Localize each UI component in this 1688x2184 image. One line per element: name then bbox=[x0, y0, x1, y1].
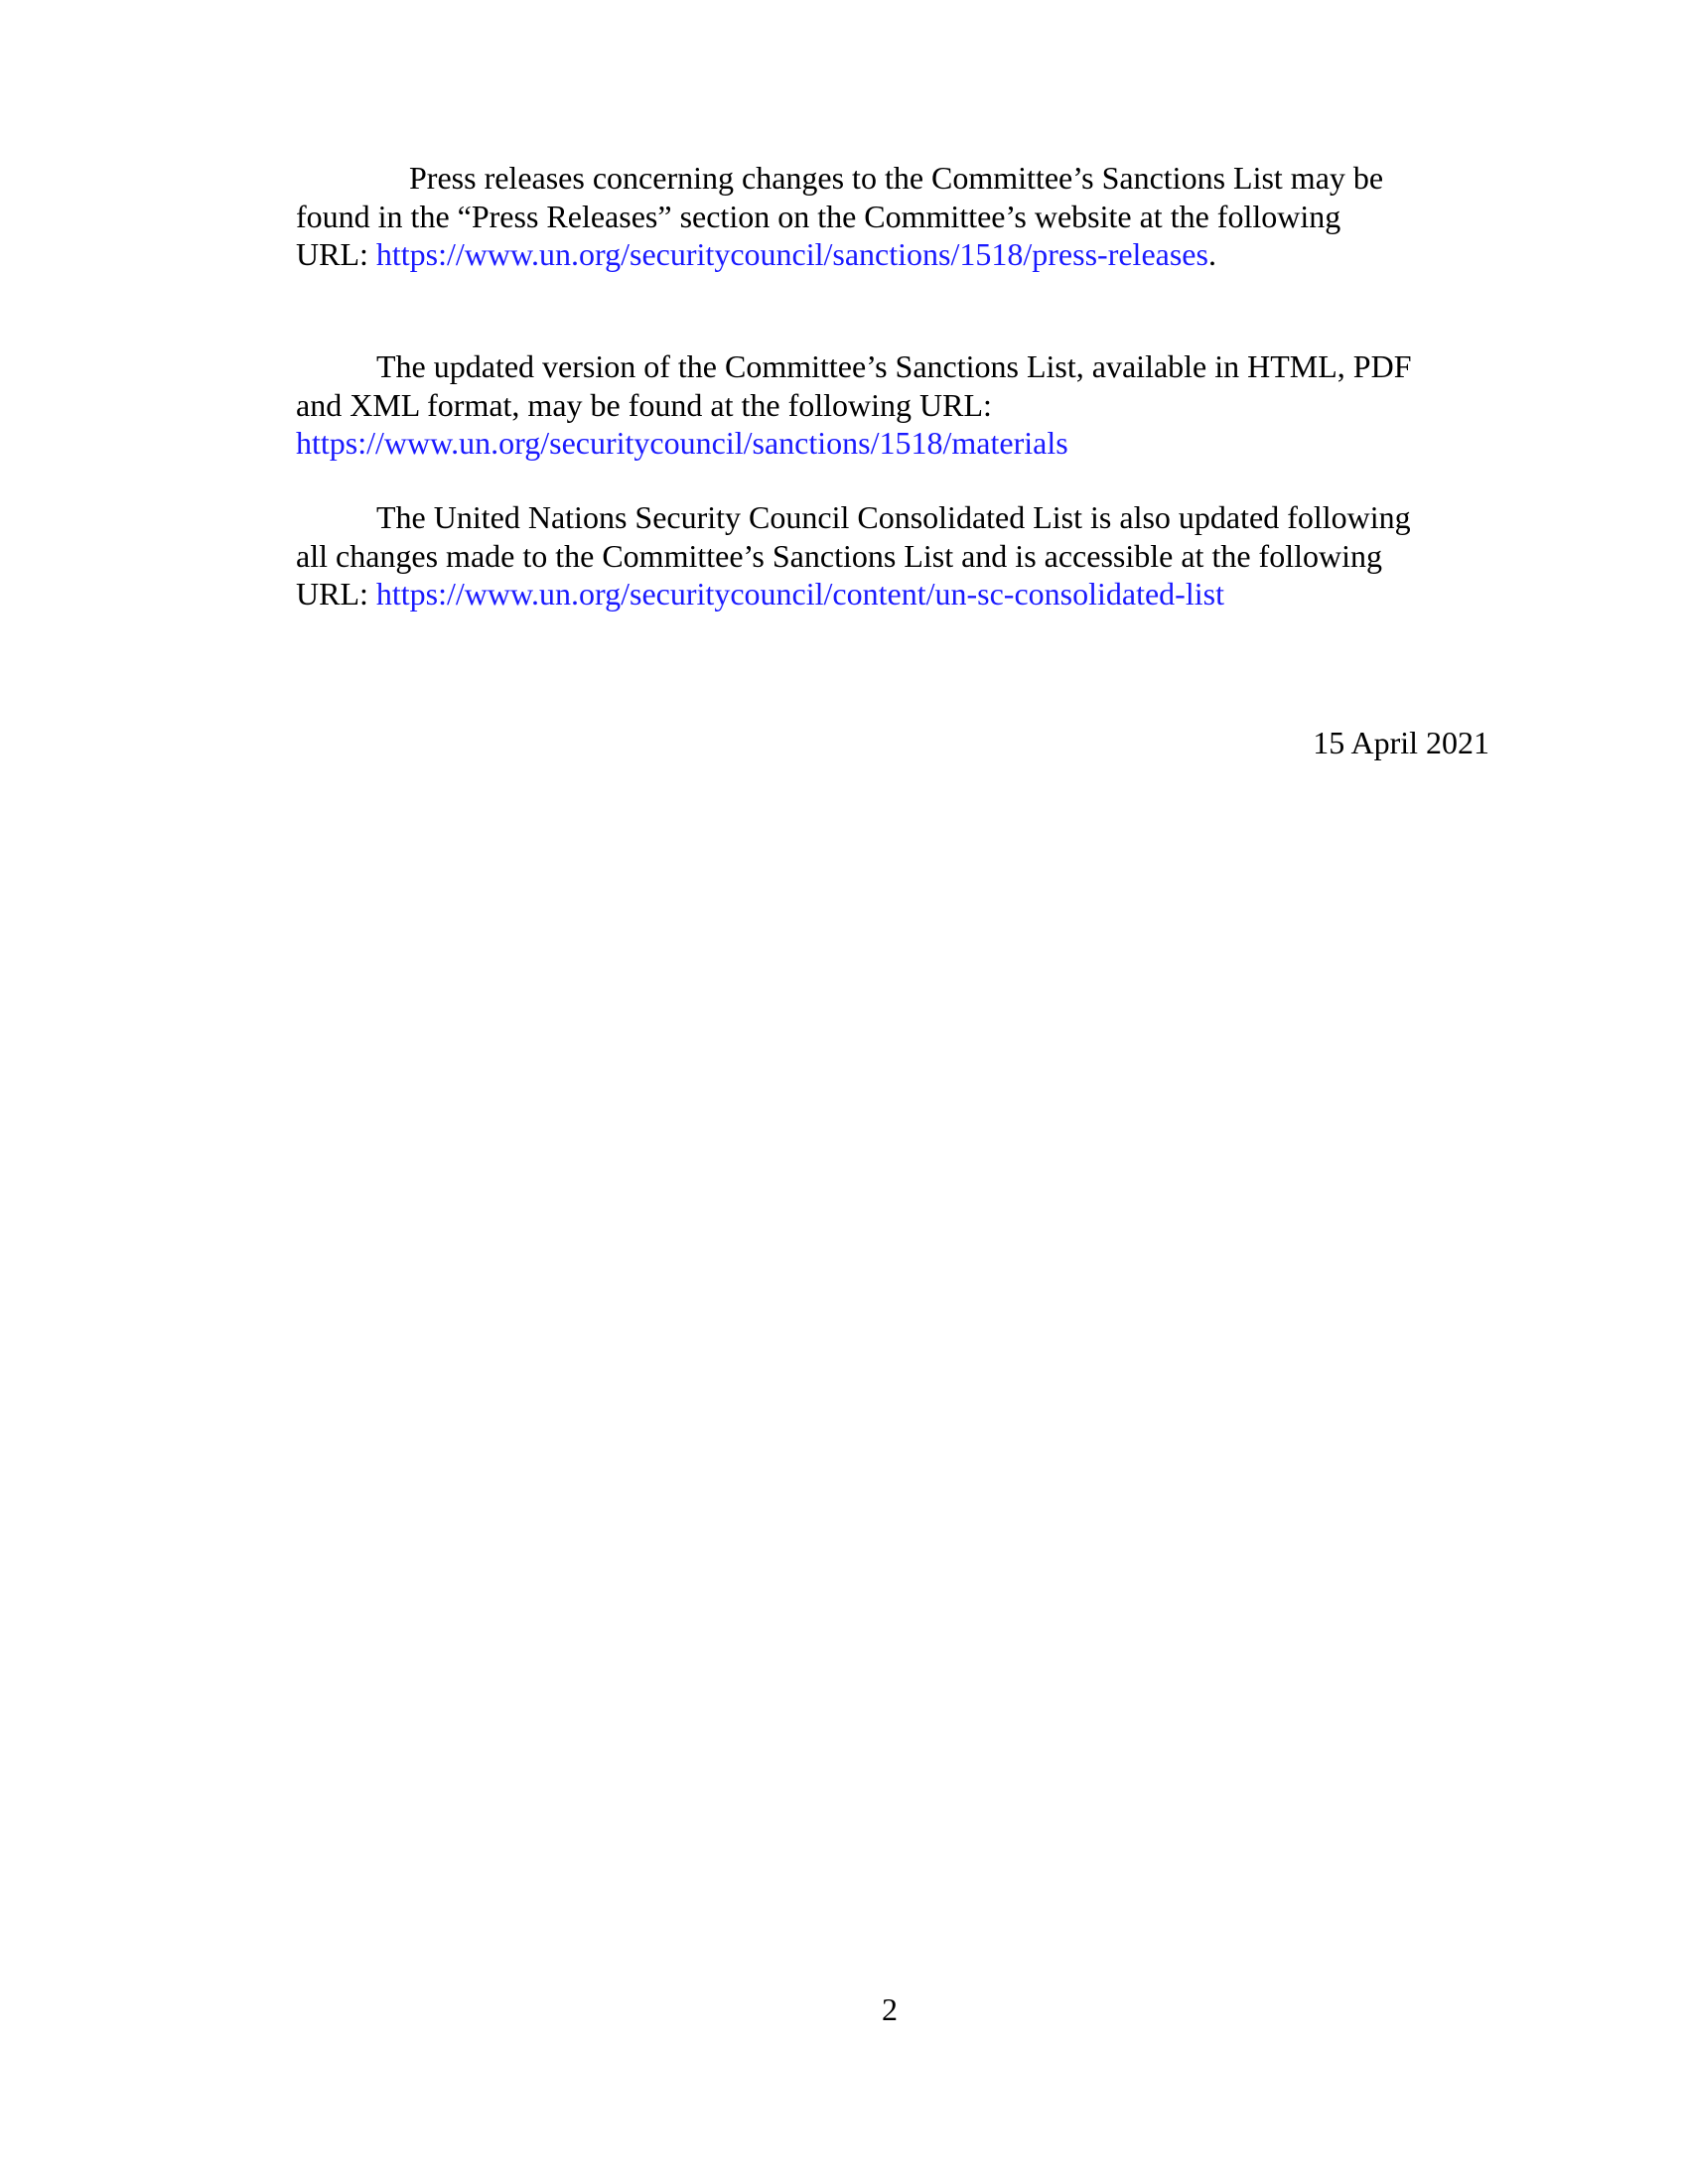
paragraph-line: Press releases concerning changes to the Committee’s Sanctions List may be bbox=[409, 160, 1384, 196]
press-releases-paragraph bbox=[296, 159, 1507, 274]
url-prefix: URL: bbox=[296, 576, 376, 612]
page-number: 2 bbox=[882, 1991, 898, 2027]
materials-link[interactable]: https://www.un.org/securitycouncil/sanctions/1518/materials bbox=[296, 425, 1068, 461]
url-prefix: URL: bbox=[296, 236, 376, 272]
paragraph-line: all changes made to the Committee’s Sanctions List and is accessible at the following bbox=[296, 537, 1382, 574]
consolidated-list-paragraph bbox=[296, 498, 1507, 614]
consolidated-list-link[interactable]: https://www.un.org/securitycouncil/content/un-sc-consolidated-list bbox=[375, 576, 1224, 612]
press-releases-link[interactable]: https://www.un.org/securitycouncil/sanctions/1518/press-releases bbox=[375, 236, 1208, 272]
url-line bbox=[296, 575, 1507, 614]
paragraph-line: and XML format, may be found at the following URL: bbox=[296, 386, 992, 423]
paragraph-line: found in the “Press Releases” section on the Committee’s website at the following bbox=[296, 198, 1341, 234]
url-suffix: . bbox=[1207, 236, 1216, 272]
sanctions-list-paragraph bbox=[296, 347, 1507, 463]
paragraph-line: The United Nations Security Council Consolidated List is also updated following bbox=[376, 499, 1411, 535]
url-line bbox=[296, 235, 1507, 274]
url-line bbox=[296, 424, 1507, 463]
paragraph-line: The updated version of the Committee’s Sanctions List, available in HTML, PDF bbox=[376, 348, 1412, 384]
document-date: 15 April 2021 bbox=[1313, 725, 1489, 760]
